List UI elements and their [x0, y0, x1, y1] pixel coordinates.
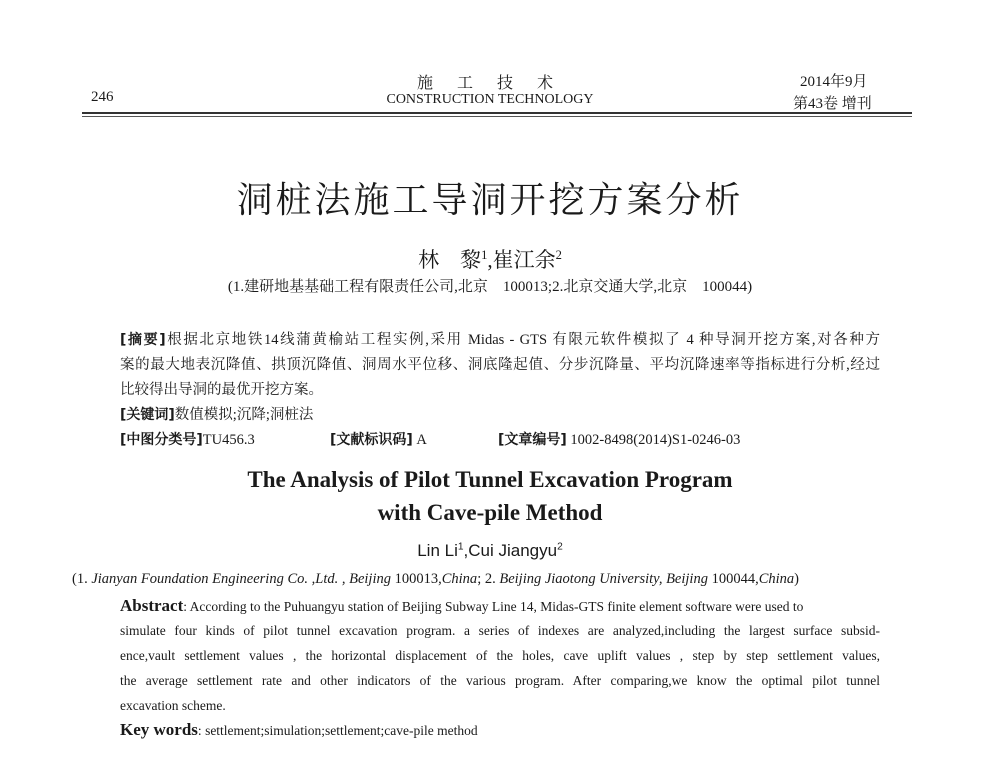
affil-org2: Beijing Jiaotong University, Beijing [499, 571, 708, 587]
keywords-cn-text: 数值模拟;沉降;洞桩法 [174, 407, 314, 423]
article-no-value: 1002-8498(2014)S1-0246-03 [570, 432, 741, 448]
abstract-en-line: simulate four kinds of pilot tunnel excavation program. a series of indexes are analyzed,including the largest surface subsid- [120, 623, 880, 638]
keywords-en [120, 720, 880, 740]
affil-open: (1. [72, 571, 92, 587]
abstract-cn-line: 案的最大地表沉降值、拱顶沉降值、洞周水平位移、洞底隆起值、分步沉降量、平均沉降速率等指标进行分析,经过 [120, 357, 880, 373]
title-en-line1: The Analysis of Pilot Tunnel Excavation Program [247, 467, 733, 492]
author-1: 林 黎 [418, 248, 482, 272]
issue-date: 2014年9月 [800, 74, 868, 90]
header-rule-thick [82, 112, 912, 114]
affil-country2: China [758, 571, 795, 587]
author-2-en-sup: 2 [557, 541, 563, 553]
affiliation-en [72, 571, 799, 588]
keywords-cn-label: [关键词] [120, 407, 175, 423]
author-1-en-sup: 1 [457, 541, 464, 553]
abstract-en-text: According to the Puhuangyu station of Beijing Subway Line 14, Midas-GTS finite element software were used to [189, 599, 804, 614]
affil-country1: China [441, 571, 478, 587]
author-2: ,崔江余 [487, 248, 556, 272]
abstract-cn-line: 比较得出导洞的最优开挖方案。 [120, 382, 323, 398]
doc-code-label: [文献标识码] [330, 432, 413, 448]
title-en-line2: with Cave-pile Method [377, 500, 603, 525]
header-rule-thin [82, 116, 912, 117]
affil-org1: Jianyan Foundation Engineering Co. ,Ltd. , Beijing [91, 571, 391, 587]
affil-zip1: 100013, [390, 571, 442, 587]
author-1-en: Lin Li [417, 541, 458, 560]
author-2-sup: 2 [555, 248, 562, 262]
authors-cn [0, 244, 980, 274]
page-number: 246 [91, 89, 114, 105]
affil-close: ) [794, 571, 799, 587]
doc-code-value: A [416, 432, 427, 448]
author-1-sup: 1 [481, 248, 488, 262]
abstract-en-line: ence,vault settlement values , the horizontal displacement of the holes, cave uplift values , step by step settlement values, [120, 648, 880, 663]
abstract-en-colon: : [183, 599, 190, 614]
keywords-en-label: Key words [120, 720, 198, 739]
clc-label: [中图分类号] [120, 432, 203, 448]
affiliation-cn: (1.建研地基基础工程有限责任公司,北京 100013;2.北京交通大学,北京 100044) [227, 279, 753, 295]
abstract-en-line [120, 596, 880, 616]
affil-zip2: 100044, [707, 571, 759, 587]
journal-name-en: CONSTRUCTION TECHNOLOGY [386, 92, 594, 107]
affil-sep: ; 2. [477, 571, 500, 587]
title-cn: 洞桩法施工导洞开挖方案分析 [236, 180, 744, 221]
keywords-en-text: settlement;simulation;settlement;cave-pile method [205, 723, 478, 738]
author-2-en: ,Cui Jiangyu [463, 541, 558, 560]
abstract-cn-text: 根据北京地铁14线蒲黄榆站工程实例,采用 Midas - GTS 有限元软件模拟了 4 种导洞开挖方案,对各种方 [165, 332, 881, 348]
clc-value: TU456.3 [202, 432, 255, 448]
keywords-cn [120, 403, 880, 424]
abstract-cn-label: [摘要] [120, 332, 166, 348]
article-no-label: [文章编号] [498, 432, 567, 448]
abstract-cn-line [120, 328, 880, 349]
volume-info: 第43卷 增刊 [793, 96, 872, 112]
authors-en [0, 541, 980, 561]
journal-name-cn: 施 工 技 术 [416, 75, 563, 92]
abstract-en-line: excavation scheme. [120, 698, 226, 713]
abstract-en-label: Abstract [120, 596, 184, 615]
keywords-en-colon: : [197, 723, 206, 738]
abstract-en-line: the average settlement rate and other indicators of the various program. After comparing,we know the optimal pilot tunnel [120, 673, 880, 688]
